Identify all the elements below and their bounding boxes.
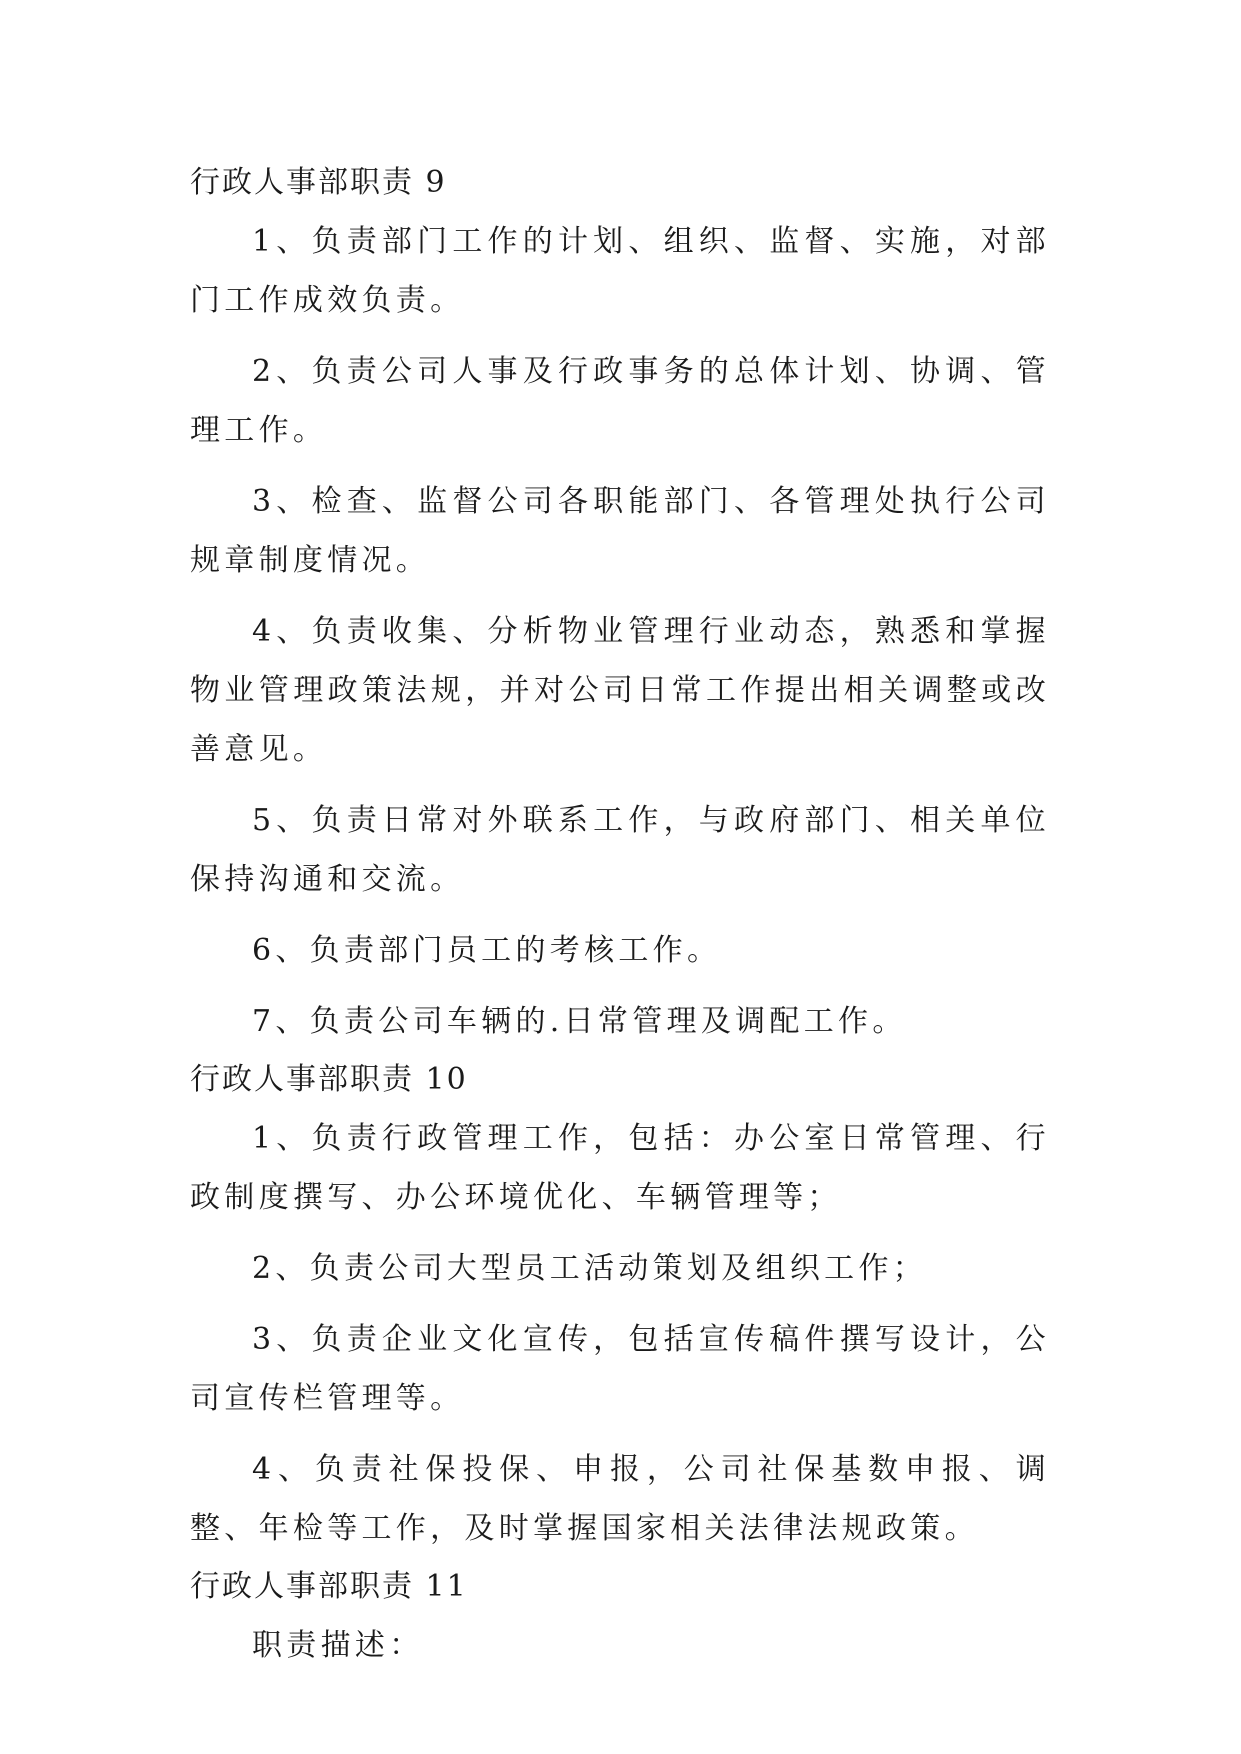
duty-paragraph: 3、负责企业文化宣传，包括宣传稿件撰写设计，公司宣传栏管理等。 (190, 1322, 1050, 1416)
section-heading: 行政人事部职责 9 (190, 165, 447, 200)
duty-paragraph: 2、负责公司人事及行政事务的总体计划、协调、管理工作。 (190, 354, 1050, 448)
duty-paragraph: 4、负责社保投保、申报，公司社保基数申报、调整、年检等工作，及时掌握国家相关法律法规政策。 (190, 1452, 1050, 1546)
duty-paragraph: 2、负责公司大型员工活动策划及组织工作； (252, 1251, 928, 1286)
duty-paragraph: 6、负责部门员工的考核工作。 (252, 933, 722, 968)
duty-paragraph: 1、负责部门工作的计划、组织、监督、实施，对部门工作成效负责。 (190, 224, 1050, 318)
duty-paragraph: 4、负责收集、分析物业管理行业动态，熟悉和掌握物业管理政策法规，并对公司日常工作提出相关调整或改善意见。 (190, 614, 1050, 767)
duty-paragraph: 7、负责公司车辆的.日常管理及调配工作。 (252, 1004, 907, 1039)
document-body (190, 160, 1050, 1675)
section-heading: 行政人事部职责 11 (190, 1569, 468, 1604)
duty-paragraph: 3、检查、监督公司各职能部门、各管理处执行公司规章制度情况。 (190, 484, 1050, 578)
section-heading: 行政人事部职责 10 (190, 1062, 468, 1097)
duty-paragraph: 5、负责日常对外联系工作，与政府部门、相关单位保持沟通和交流。 (190, 803, 1050, 897)
duty-paragraph: 职责描述： (252, 1628, 424, 1663)
duty-paragraph: 1、负责行政管理工作，包括：办公室日常管理、行政制度撰写、办公环境优化、车辆管理等； (190, 1121, 1050, 1215)
